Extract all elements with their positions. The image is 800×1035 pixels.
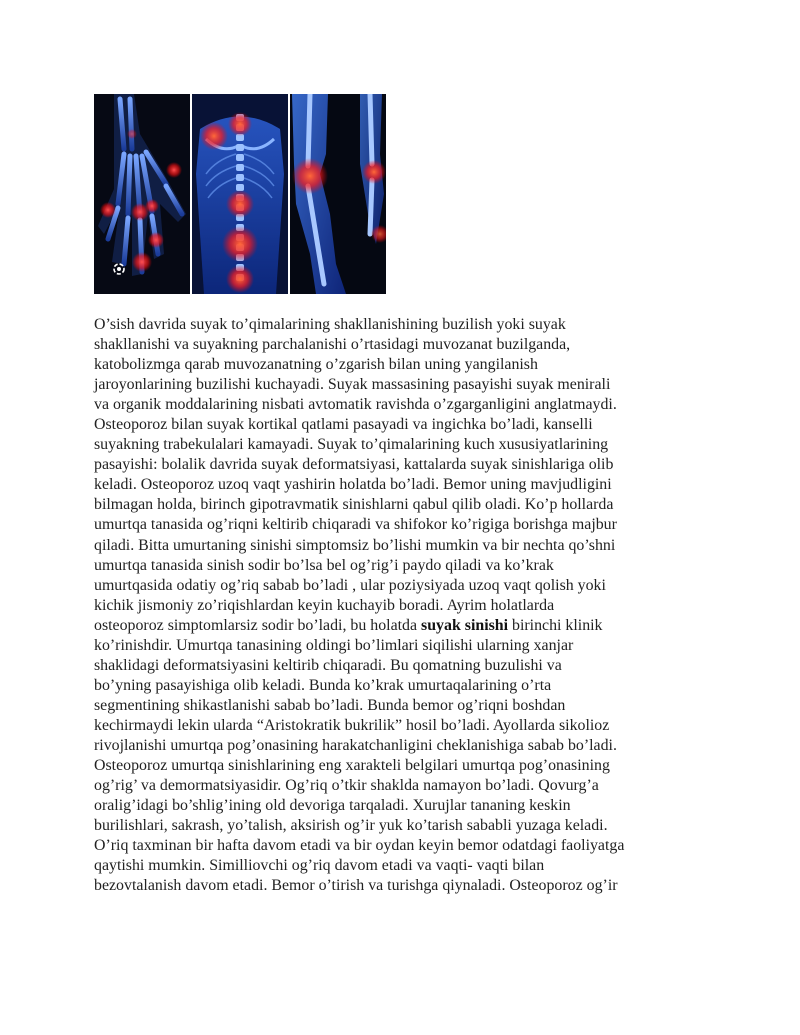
text-span: birinchi klinik (508, 616, 603, 634)
text-span: osteoporoz simptomlarsiz sodir bo’ladi, bu holatda (94, 616, 422, 634)
hand-xray-panel (94, 94, 190, 294)
text-line: katobolizmga qarab muvozanatning o’zgarish bilan uning yangilanish (94, 356, 538, 374)
text-line: segmentining shikastlanishi sabab bo’ladi. Bunda bemor og’riqni boshdan (94, 696, 566, 714)
text-line: rivojlanishi umurtqa pog’onasining harakatchanligini cheklanishiga sabab bo’ladi. (94, 736, 617, 754)
text-line: suyakning trabekulalari kamayadi. Suyak to’qimalarining kuch xususiyatlarining (94, 436, 609, 454)
text-line: ko’rinishdir. Umurtqa tanasining oldingi bo’limlari siqilishi ularning xanjar (94, 636, 574, 654)
text-line: shakllanishi va suyakning parchalanishi o’rtasidagi muvozanat buzilganda, (94, 336, 571, 354)
text-line: shaklidagi deformatsiyasini keltirib chiqaradi. Bu qomatning buzulishi va (94, 656, 562, 674)
text-line-with-bold (94, 616, 712, 636)
text-line: qiladi. Bitta umurtaning sinishi simptomsiz bo’lishi mumkin va bir nechta qo’shni (94, 536, 616, 554)
text-line: keladi. Osteoporoz uzoq vaqt yashirin holatda bo’ladi. Bemor uning mavjudligini (94, 476, 612, 494)
text-line: bo’yning pasayishiga olib keladi. Bunda ko’krak umurtaqalarining o’rta (94, 676, 552, 694)
knee-xray-image (290, 94, 386, 294)
text-line: bilmagan holda, birinch gipotravmatik sinishlarni qabul qilib oladi. Ko’p hollarda (94, 496, 614, 514)
text-line: O’sish davrida suyak to’qimalarining shakllanishining buzilish yoki suyak (94, 316, 566, 333)
text-line: og’rig’ va demormatsiyasidir. Og’riq o’tkir shaklda namayon bo’ladi. Qovurg’a (94, 777, 599, 795)
lens-icon[interactable] (112, 262, 126, 276)
text-line: pasayishi: bolalik davrida suyak deformatsiyasi, kattalarda suyak sinishlariga olib (94, 456, 614, 474)
text-line: kichik jismoniy zo’riqishlardan keyin kuchayib boradi. Ayrim holatlarda (94, 596, 555, 614)
text-line: jaroyonlarining buzilishi kuchayadi. Suyak massasining pasayishi suyak menirali (94, 376, 611, 394)
text-line: qaytishi mumkin. Similliovchi og’riq davom etadi va vaqti- vaqti bilan (94, 857, 545, 875)
text-line: va organik moddalarining nisbati avtomatik ravishda o’zgarganligini anglatmaydi. (94, 396, 617, 414)
bold-term: suyak sinishi (421, 616, 509, 634)
text-line: kechirmaydi lekin ularda “Aristokratik bukrilik” hosil bo’ladi. Ayollarda sikolioz (94, 716, 610, 734)
text-line: burilishlari, sakrash, yo’talish, aksirish og’ir yuk ko’tarish sababli yuzaga keladi. (94, 817, 608, 835)
body-text (94, 315, 712, 896)
knee-xray-panel (290, 94, 386, 294)
text-line: bezovtalanish davom etadi. Bemor o’tirish va turishga qiynaladi. Osteoporoz og’ir (94, 877, 618, 895)
hand-xray-image (94, 94, 190, 294)
text-line: umurtqa tanasida og’riqni keltirib chiqaradi va shifokor ko’rigiga borishga majbur (94, 516, 617, 534)
text-line: oralig’idagi bo’shlig’ining old devoriga tarqaladi. Xurujlar tananing keskin (94, 797, 571, 815)
text-line: umurtqa tanasida sinish sodir bo’lsa bel og’rig’i paydo qiladi va ko’krak (94, 556, 554, 574)
text-line: Osteoporoz umurtqa sinishlarining eng xarakteli belgilari umurtqa pog’onasining (94, 757, 610, 775)
text-line: umurtqasida odatiy og’riq sabab bo’ladi , ular poziysiyada uzoq vaqt qolish yoki (94, 576, 606, 594)
text-line: Osteoporoz bilan suyak kortikal qatlami pasayadi va ingichka bo’ladi, kanselli (94, 416, 593, 434)
bone-pain-illustration (94, 94, 386, 294)
spine-xray-image (192, 94, 288, 294)
spine-xray-panel (192, 94, 288, 294)
text-line: O’riq taxminan bir hafta davom etadi va bir oydan keyin bemor odatdagi faoliyatga (94, 837, 625, 855)
